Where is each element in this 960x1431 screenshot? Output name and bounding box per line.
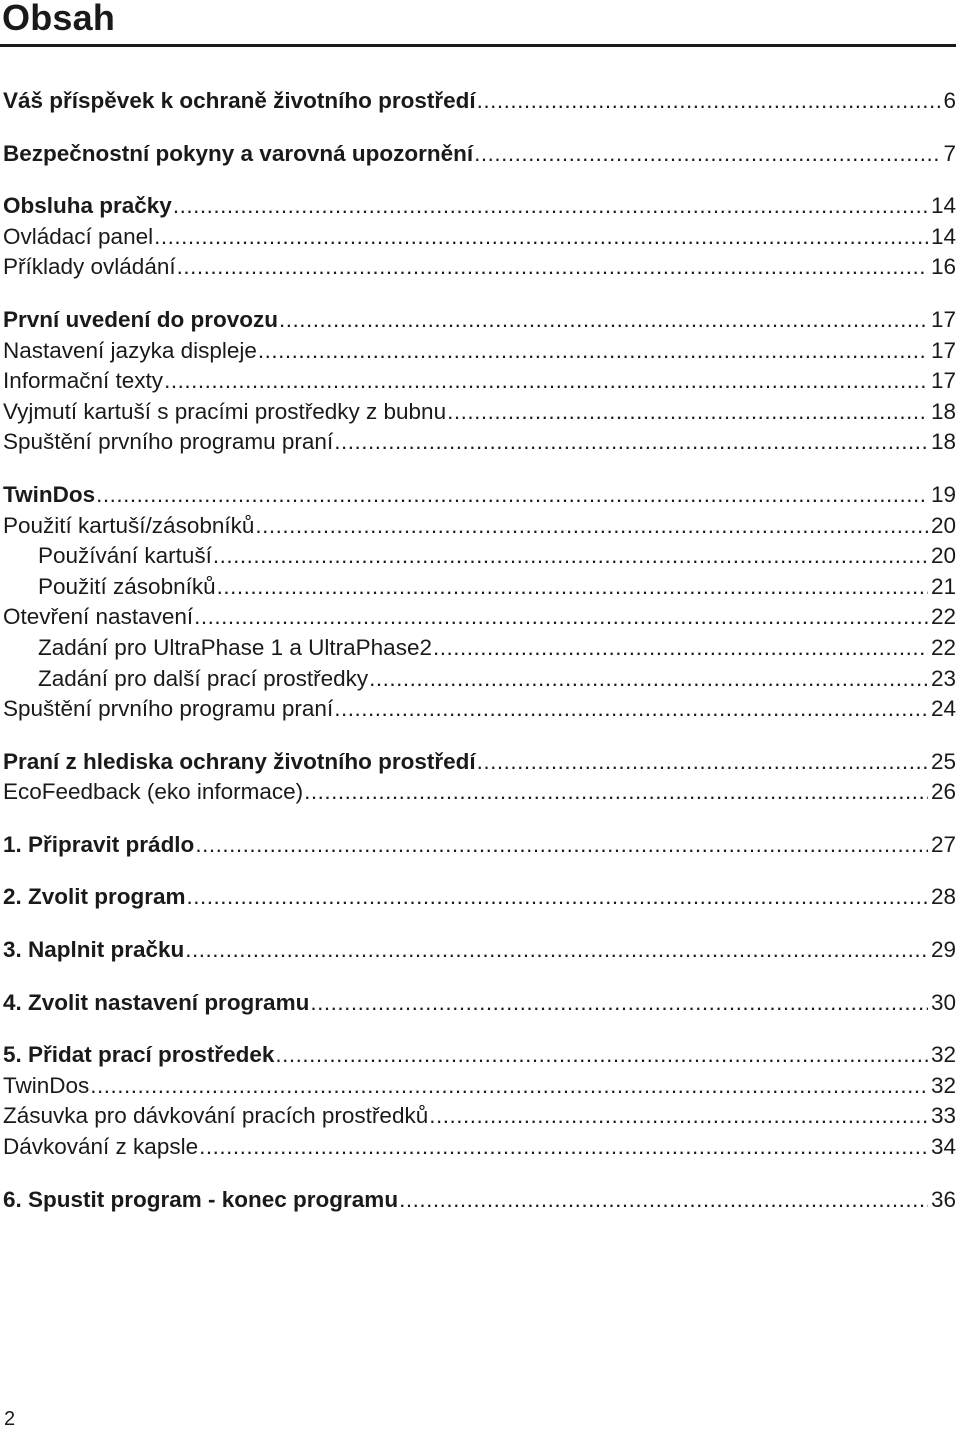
toc-entry[interactable] xyxy=(3,305,956,336)
toc-entry[interactable] xyxy=(3,511,956,542)
toc-entry-label: Otevření nastavení xyxy=(3,604,194,630)
toc-entry-page: 36 xyxy=(930,1186,956,1212)
toc-entry[interactable] xyxy=(3,222,956,253)
toc-entry-label: 4. Zvolit nastavení programu xyxy=(3,989,310,1015)
toc-dot-leader xyxy=(334,694,928,725)
toc-dot-leader xyxy=(187,882,928,913)
toc-entry-label: 1. Připravit prádlo xyxy=(3,831,195,857)
toc-entry-page: 21 xyxy=(930,573,956,599)
toc-entry[interactable] xyxy=(3,191,956,222)
toc-entry-page: 20 xyxy=(930,512,956,538)
toc-entry[interactable] xyxy=(3,882,956,913)
toc-entry[interactable] xyxy=(3,366,956,397)
toc-entry[interactable] xyxy=(3,541,956,572)
toc-entry-page: 32 xyxy=(930,1042,956,1068)
toc-entry[interactable] xyxy=(3,480,956,511)
toc-entry[interactable] xyxy=(3,139,956,170)
toc-entry-label: 3. Naplnit pračku xyxy=(3,937,185,963)
toc-dot-leader xyxy=(433,633,928,664)
toc-dot-leader xyxy=(96,480,928,511)
toc-dot-leader xyxy=(255,511,928,542)
toc-dot-leader xyxy=(213,541,928,572)
toc-entry-page: 19 xyxy=(930,481,956,507)
toc-entry[interactable] xyxy=(3,935,956,966)
toc-dot-leader xyxy=(195,830,928,861)
toc-entry-page: 7 xyxy=(943,140,956,166)
toc-entry-page: 34 xyxy=(930,1134,956,1160)
toc-entry-page: 17 xyxy=(930,337,956,363)
toc-entry-page: 32 xyxy=(930,1072,956,1098)
toc-entry-page: 18 xyxy=(930,398,956,424)
toc-dot-leader xyxy=(477,747,928,778)
toc-entry[interactable] xyxy=(3,1132,956,1163)
toc-entry[interactable] xyxy=(3,572,956,603)
toc-entry-page: 14 xyxy=(930,193,956,219)
toc-dot-leader xyxy=(474,139,940,170)
toc-entry-label: Použití zásobníků xyxy=(38,573,216,599)
toc-entry-page: 20 xyxy=(930,543,956,569)
toc-entry[interactable] xyxy=(3,397,956,428)
toc-dot-leader xyxy=(90,1071,928,1102)
toc-dot-leader xyxy=(177,252,928,283)
toc-entry-label: Informační texty xyxy=(3,368,164,394)
toc-entry-label: EcoFeedback (eko informace) xyxy=(3,779,304,805)
toc-dot-leader xyxy=(194,602,928,633)
toc-entry[interactable] xyxy=(3,988,956,1019)
toc-entry-page: 30 xyxy=(930,989,956,1015)
toc-dot-leader xyxy=(217,572,928,603)
toc-entry[interactable] xyxy=(3,664,956,695)
toc-entry-label: Praní z hlediska ochrany životního prostředí xyxy=(3,748,476,774)
toc-entry[interactable] xyxy=(3,1185,956,1216)
toc-entry[interactable] xyxy=(3,694,956,725)
toc-dot-leader xyxy=(429,1101,928,1132)
toc-entry-page: 24 xyxy=(930,696,956,722)
toc-entry-label: Ovládací panel xyxy=(3,223,154,249)
toc-dot-leader xyxy=(334,427,928,458)
toc-dot-leader xyxy=(304,777,928,808)
toc-entry-label: 6. Spustit program - konec programu xyxy=(3,1186,399,1212)
toc-entry-page: 17 xyxy=(930,368,956,394)
page-number: 2 xyxy=(4,1408,16,1430)
toc-entry[interactable] xyxy=(3,252,956,283)
toc-entry-page: 29 xyxy=(930,937,956,963)
toc-entry-label: Spuštění prvního programu praní xyxy=(3,696,334,722)
toc-entry-page: 33 xyxy=(930,1103,956,1129)
toc-dot-leader xyxy=(310,988,928,1019)
toc-entry-page: 16 xyxy=(930,254,956,280)
toc-entry-label: TwinDos xyxy=(3,1072,90,1098)
title-divider xyxy=(0,44,956,47)
toc-entry-label: 5. Přidat prací prostředek xyxy=(3,1042,275,1068)
toc-dot-leader xyxy=(164,366,928,397)
toc-entry-label: Nastavení jazyka displeje xyxy=(3,337,257,363)
toc-entry-page: 23 xyxy=(930,665,956,691)
toc-entry[interactable] xyxy=(3,747,956,778)
toc-entry-label: Vyjmutí kartuší s pracími prostředky z bubnu xyxy=(3,398,447,424)
toc-entry-label: První uvedení do provozu xyxy=(3,306,279,332)
toc-entry[interactable] xyxy=(3,86,956,117)
toc-entry-page: 14 xyxy=(930,223,956,249)
toc-entry[interactable] xyxy=(3,1040,956,1071)
toc-entry-label: Zadání pro další prací prostředky xyxy=(38,665,369,691)
toc-entry-page: 6 xyxy=(943,88,956,113)
toc-dot-leader xyxy=(258,336,928,367)
page-title: Obsah xyxy=(2,0,116,38)
toc-entry-label: TwinDos xyxy=(3,481,96,507)
toc-entry[interactable] xyxy=(3,427,956,458)
toc-entry-page: 22 xyxy=(930,634,956,660)
toc-entry-page: 26 xyxy=(930,779,956,805)
toc-entry-label: Dávkování z kapsle xyxy=(3,1134,199,1160)
toc-entry-label: 2. Zvolit program xyxy=(3,884,186,910)
toc-entry-label: Zadání pro UltraPhase 1 a UltraPhase2 xyxy=(38,634,432,660)
toc-entry-label: Váš příspěvek k ochraně životního prostředí xyxy=(3,88,476,113)
toc-entry-label: Používání kartuší xyxy=(38,543,212,569)
toc-entry-page: 18 xyxy=(930,429,956,455)
toc-entry-page: 28 xyxy=(930,884,956,910)
toc-entry-label: Obsluha pračky xyxy=(3,193,172,219)
toc-entry[interactable] xyxy=(3,633,956,664)
toc-dot-leader xyxy=(185,935,928,966)
toc-dot-leader xyxy=(399,1185,928,1216)
toc-entry-label: Použití kartuší/zásobníků xyxy=(3,512,255,538)
toc-entry-page: 17 xyxy=(930,306,956,332)
toc-entry-page: 27 xyxy=(930,831,956,857)
toc-dot-leader xyxy=(447,397,928,428)
table-of-contents xyxy=(3,86,956,1215)
toc-dot-leader xyxy=(275,1040,928,1071)
toc-dot-leader xyxy=(279,305,928,336)
toc-entry[interactable] xyxy=(3,830,956,861)
toc-dot-leader xyxy=(154,222,928,253)
toc-dot-leader xyxy=(477,86,941,117)
toc-entry-label: Bezpečnostní pokyny a varovná upozornění xyxy=(3,140,474,166)
toc-entry[interactable] xyxy=(3,777,956,808)
toc-entry-label: Spuštění prvního programu praní xyxy=(3,429,334,455)
toc-entry-page: 25 xyxy=(930,748,956,774)
toc-entry[interactable] xyxy=(3,1071,956,1102)
toc-entry[interactable] xyxy=(3,602,956,633)
toc-entry[interactable] xyxy=(3,336,956,367)
toc-entry-label: Příklady ovládání xyxy=(3,254,176,280)
toc-entry[interactable] xyxy=(3,1101,956,1132)
toc-dot-leader xyxy=(369,664,928,695)
toc-entry-page: 22 xyxy=(930,604,956,630)
toc-dot-leader xyxy=(199,1132,928,1163)
toc-entry-label: Zásuvka pro dávkování pracích prostředků xyxy=(3,1103,429,1129)
toc-dot-leader xyxy=(173,191,928,222)
